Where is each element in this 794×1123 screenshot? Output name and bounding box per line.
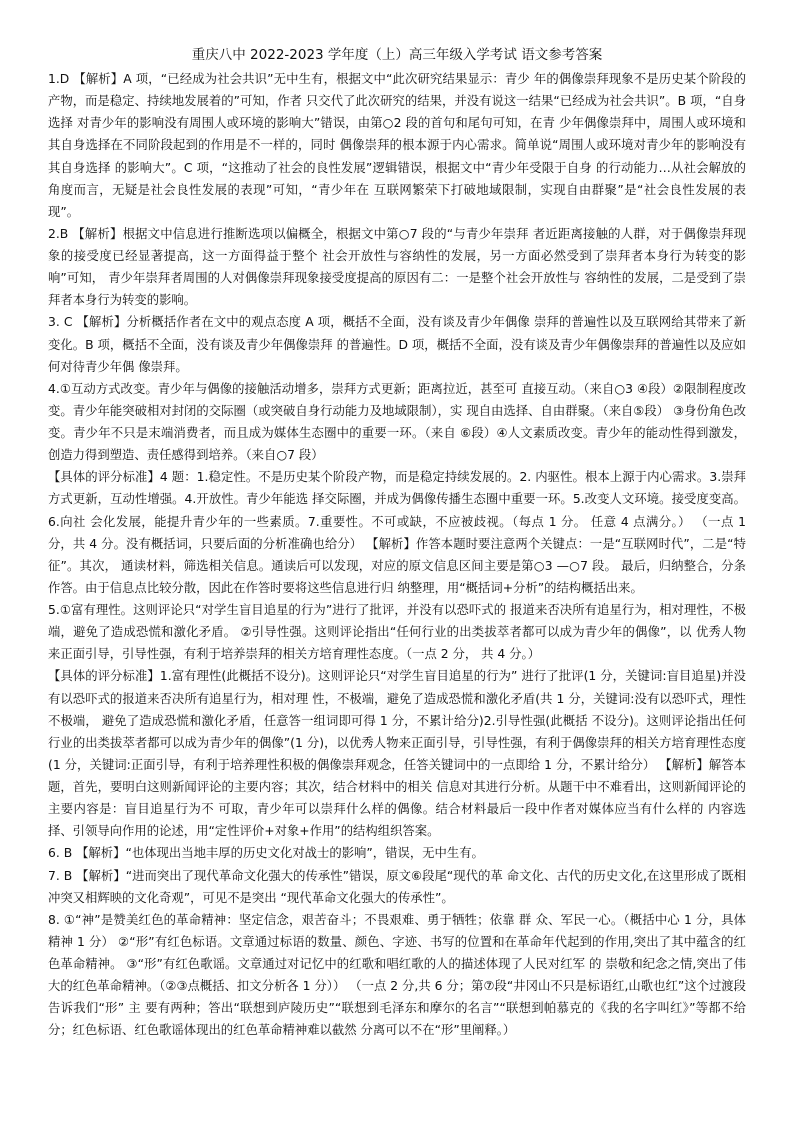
answer-1: 1.D 【解析】A 项，“已经成为社会共识”无中生有，根据文中“此次研究结果显示：青少 年的偶像崇拜现象不是历史某个阶段的产物，而是稳定、持续地发展着的”可知，作者 只交代了此次研究的结果，并没有说这一结果“已经成为社会共识”。B 项，“自身选择 对青少年的影响没有周围人或环境的影响大”错误，由第○2 段的首句和尾句可知，在青 少年偶像崇拜中，周围人或环境和其自身选择在不同阶段起到的作用是不一样的，同时 偶像崇拜的根本源于内心需求。简单说“周围人或环境对青少年的影响没有其自身选择 的影响大”。C 项，“这推动了社会的良性发展”逻辑错误，根据文中“青少年受限于自身 的行动能力…从社会解放的角度而言，无疑是社会良性发展的表现”可知，“青少年在 互联网繁荣下打破地域限制，实现自由群聚”是“社会良性发展的表现”。 (48, 72, 746, 219)
answer-4-scoring: 【具体的评分标准】4 题：1.稳定性。不是历史某个阶段产物，而是稳定持续发展的。2. 内驱性。根本上源于内心需求。3.崇拜方式更新，互动性增强。4.开放性。青少年能选 择交际圈，并成为偶像传播生态圈中重要一环。5.改变人文环境。接受度变高。6.向社 会化发展，能提升青少年的一些素质。7.重要性。不可或缺，不应被歧视。（每点 1 分。 任意 4 点满分。） （一点 1 分，共 4 分。没有概括词，只要后面的分析准确也给分） 【解析】作答本题时要注意两个关键点：一是“互联网时代”，二是“特征”。其次， 通读材料，筛选相关信息。通读后可以发现，对应的原文信息区间主要是第○3 —○7 段。 最后，归纳整合，分条作答。由于信息点比较分散，因此在作答时要将这些信息进行归 纳整理，用“概括词+分析”的结构概括出来。 (48, 470, 746, 595)
answer-3: 3. C 【解析】分析概括作者在文中的观点态度 A 项，概括不全面，没有谈及青少年偶像 崇拜的普遍性以及互联网给其带来了新变化。B 项，概括不全面，没有谈及青少年偶像崇拜 的普遍性。D 项，概括不全面，没有谈及青少年偶像崇拜的普遍性以及应如何对待青少年偶 像崇拜。 (48, 315, 746, 374)
page-title: 重庆八中 2022-2023 学年度（上）高三年级入学考试 语文参考答案 (191, 47, 603, 63)
answer-7: 7. B 【解析】“进而突出了现代革命文化强大的传承性”错误，原文⑥段尾“现代的革 命文化、古代的历史文化,在这里形成了既相冲突又相辉映的文化奇观”，可见不是突出 “现代革命文化强大的传承性”。 (48, 868, 746, 905)
answer-5: 5.①富有理性。这则评论只“对学生盲目追星的行为”进行了批评，并没有以恐吓式的 报道来否决所有追星行为，相对理性，不极端，避免了造成恐慌和激化矛盾。 ②引导性强。这则评论指出“任何行业的出类拔萃者都可以成为青少年的偶像”，以 优秀人物来正面引导，引导性强，有利于培养崇拜的相关方培育理性态度。（一点 2 分， 共 4 分。） (48, 603, 746, 662)
answer-4: 4.①互动方式改变。青少年与偶像的接触活动增多，崇拜方式更新；距离拉近，甚至可 直接互动。（来自○3 ④段）②限制程度改变。青少年能突破相对封闭的交际圈（或突破自身行动能力及地域限制），实 现自由选择、自由群聚。（来自⑤段） ③身份角色改变。青少年不只是末端消费者，而且成为媒体生态圈中的重要一环。（来自 ⑥段）④人文素质改变。青少年的能动性得到激发，创造力得到塑造、责任感得到培养。（来自○7 段） (48, 381, 746, 463)
answer-document (48, 44, 746, 1042)
answer-2: 2.B 【解析】根据文中信息进行推断选项以偏概全，根据文中第○7 段的“与青少年崇拜 者近距离接触的人群，对于偶像崇拜现象的接受度已经显著提高，这一方面得益于整个 社会开放性与容纳性的发展，另一方面必然受到了崇拜者本身行为转变的影响”可知， 青少年崇拜者周围的人对偶像崇拜现象接受度提高的原因有二：一是整个社会开放性与 容纳性的发展，二是受到了崇拜者本身行为转变的影响。 (48, 226, 746, 308)
answer-6: 6. B 【解析】“也体现出当地丰厚的历史文化对战士的影响”，错误，无中生有。 (48, 846, 484, 861)
answer-8: 8. ①“神”是赞美红色的革命精神：坚定信念，艰苦奋斗；不畏艰难、勇于牺牲；依靠 群 众、军民一心。（概括中心 1 分，具体精神 1 分） ②“形”有红色标语。文章通过标语的数量、颜色、字迹、书写的位置和在革命年代起到的作用,突出了其中蕴含的红色革命精神。 ③“形”有红色歌谣。文章通过对记忆中的红歌和唱红歌的人的描述体现了人民对红军 的 崇敬和纪念之情,突出了伟大的红色革命精神。（②③点概括、扣文分析各 1 分）） （一点 2 分,共 6 分；第⑦段“井冈山不只是标语红,山歌也红”这个过渡段告诉我们“形” 主 要有两种；答出“联想到庐陵历史”“联想到毛泽东和摩尔的名言”“联想到帕慕克的《我的名字叫红》”等都不给分；红色标语、红色歌谣体现出的红色革命精神难以截然 分离可以不在“形”里阐释。） (48, 912, 746, 1038)
answer-5-scoring: 【具体的评分标准】1.富有理性(此概括不设分)。这则评论只“对学生盲目追星的行为” 进行了批评(1 分，关键词:盲目追星)并没有以恐吓式的报道来否决所有追星行为，相对理 性，不极端，避免了造成恐慌和激化矛盾(共 1 分，关键词:没有以恐吓式，理性不极端， 避免了造成恐慌和激化矛盾，任意答一组词即可得 1 分，不累计给分)2.引导性强(此概括 不设分)。这则评论指出任何行业的出类拔萃者都可以成为青少年的偶像”(1 分)，以优秀人物来正面引导，引导性强，有利于偶像崇拜的相关方培育理性态度(1 分，关键词:正面引导，有利于培养理性积极的偶像崇拜观念，任答关键词中的一点即给 1 分，不累计给分） 【解析】解答本题，首先，要明白这则新闻评论的主要内容；其次，结合材料中的相关 信息对其进行分析。从题干中不难看出，这则新闻评论的主要内容是：盲目追星行为不 可取，青少年可以崇拜什么样的偶像。结合材料最后一段中作者对媒体应当有什么样的 内容选择、引领导向作用的论述，用“定性评价+对象+作用”的结构组织答案。 (48, 669, 746, 839)
